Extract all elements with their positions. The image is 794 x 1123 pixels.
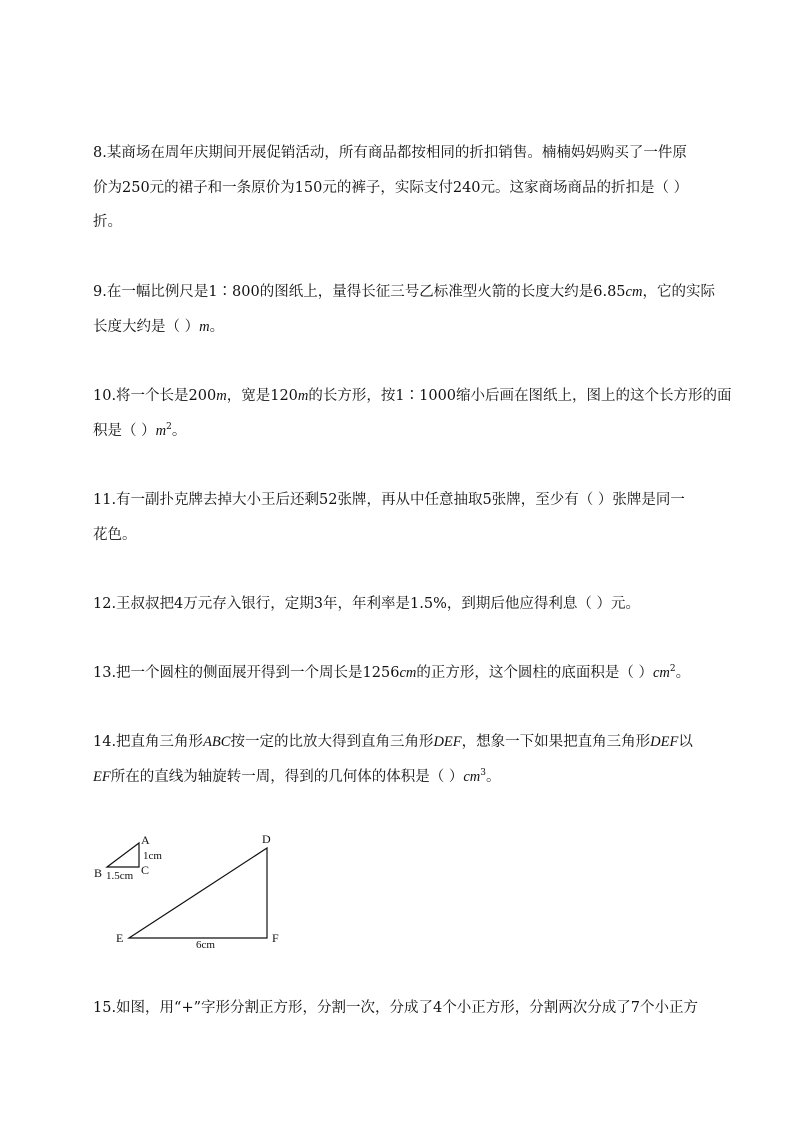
question-11-line-1: 11.有一副扑克牌去掉大小王后还剩52张牌，再从中任意抽取5张牌，至少有（ ）张牌是同一 <box>93 492 685 508</box>
question-8-line-3: 折。 <box>93 214 122 230</box>
question-11-line-2: 花色。 <box>93 526 137 543</box>
question-10 <box>93 379 732 448</box>
question-10-line-2: 积是（ ）$m^2$。 <box>93 421 187 439</box>
question-15 <box>93 991 713 1026</box>
unit-cm: cm <box>625 284 643 300</box>
question-9-line-1: 9.在一幅比例尺是1∶800的图纸上，量得长征三号乙标准型火箭的长度大约是6.85cm，它的实际 <box>93 284 715 300</box>
question-12 <box>93 587 713 622</box>
question-9-line-2: 长度大约是（ ）m。 <box>93 318 225 335</box>
triangle-abc <box>107 843 139 867</box>
question-11 <box>93 483 713 552</box>
question-14-line-2: EF所在的直线为轴旋转一周，得到的几何体的体积是（ ）$cm^3$。 <box>93 767 501 785</box>
label-side-bc: 1.5cm <box>106 870 134 882</box>
triangles-figure <box>88 826 298 956</box>
question-13 <box>93 656 713 691</box>
question-14 <box>93 725 713 794</box>
label-d: D <box>262 832 271 846</box>
question-15-line-1: 15.如图，用“+”字形分割正方形，分割一次，分成了4个小正方形，分割两次分成了7个小正方 <box>93 1000 698 1016</box>
label-c: C <box>141 863 150 877</box>
question-8-line-2: 价为250元的裙子和一条原价为150元的裤子，实际支付240元。这家商场商品的折扣是（ ） <box>93 179 689 196</box>
question-9 <box>93 275 713 344</box>
label-e: E <box>116 931 124 945</box>
question-8-line-1: 8.某商场在周年庆期间开展促销活动，所有商品都按相同的折扣销售。楠楠妈妈购买了一件原 <box>93 145 687 161</box>
label-b: B <box>94 866 103 880</box>
label-side-ef: 6cm <box>196 939 215 951</box>
label-a: A <box>141 833 150 847</box>
question-8 <box>93 136 713 240</box>
question-14-line-1: 14.把直角三角形ABC按一定的比放大得到直角三角形DEF，想象一下如果把直角三角形DEF以 <box>93 734 693 750</box>
label-side-ac: 1cm <box>143 850 162 862</box>
question-12-line-1: 12.王叔叔把4万元存入银行，定期3年，年利率是1.5%，到期后他应得利息（ ）元。 <box>93 596 640 612</box>
question-13-line-1: 13.把一个圆柱的侧面展开得到一个周长是1256cm的正方形，这个圆柱的底面积是（ ）$cm^2$。 <box>93 664 691 681</box>
question-10-line-1: 10.将一个长是200m，宽是120m的长方形，按1∶1000缩小后画在图纸上，图上的这个长方形的面 <box>93 388 732 404</box>
unit-m: m <box>199 318 210 335</box>
label-f: F <box>272 931 279 945</box>
